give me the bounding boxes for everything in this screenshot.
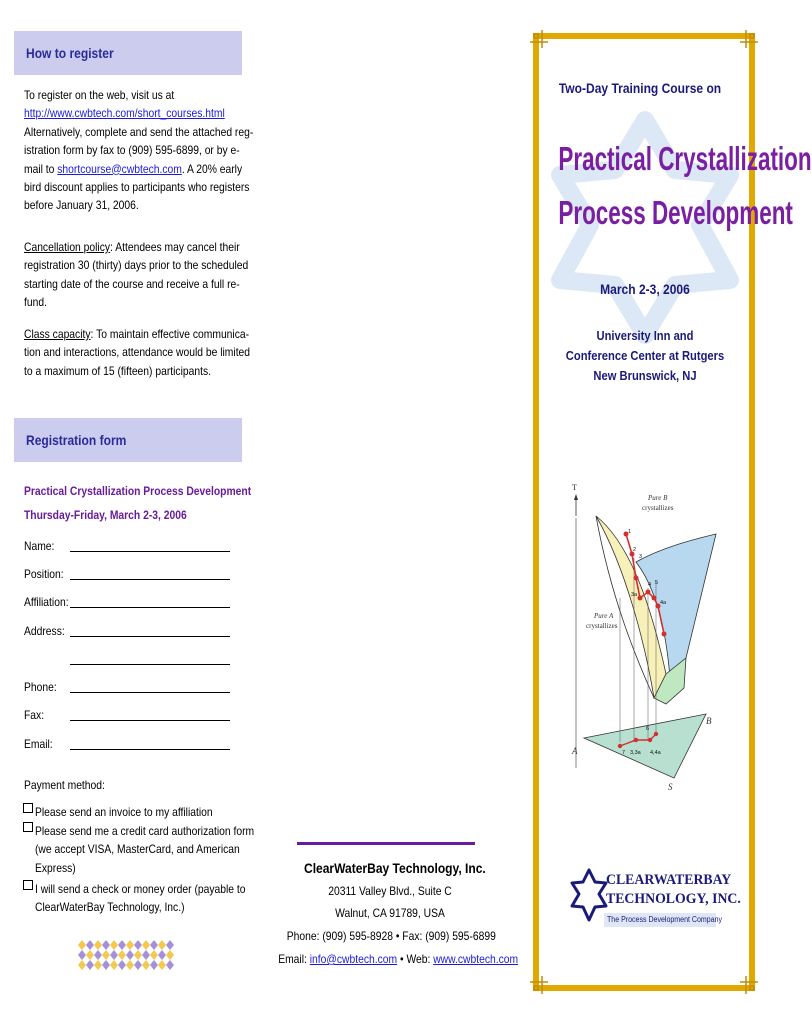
position-label: Position:	[24, 567, 64, 581]
pure-b-label-2: crystallizes	[642, 504, 674, 512]
ornament-diamond	[150, 950, 158, 960]
class-capacity: Class capacity: To maintain effective communica- tion and interactions, attendance would be limited to a maximum of 15 (fifteen) participants.	[24, 327, 251, 378]
cover-title-line-1: Practical Crystallization	[558, 140, 812, 177]
ornament-diamond	[94, 950, 102, 960]
payment-option-check: I will send a check or money order (payable to ClearWaterBay Technology, Inc.)	[35, 882, 246, 915]
point-5-label: 5	[655, 580, 659, 586]
shortcourse-email-link[interactable]: shortcourse@cwbtech.com	[57, 161, 182, 176]
cover-title-line-2: Process Development	[558, 194, 793, 231]
ornament-diamond	[166, 960, 174, 970]
point-7-label: 7	[622, 750, 626, 756]
ornament-diamond	[142, 940, 150, 950]
ornament-diamond	[86, 940, 94, 950]
cover-venue-2: Conference Center at Rutgers	[565, 348, 725, 363]
name-label: Name:	[24, 539, 55, 553]
ornament-diamond	[134, 950, 142, 960]
form-course-date: Thursday-Friday, March 2-3, 2006	[24, 508, 187, 522]
ornament-diamond	[94, 940, 102, 950]
cover-venue-1: University Inn and	[596, 328, 694, 343]
email-field[interactable]	[70, 749, 230, 750]
ornament-diamond	[86, 960, 94, 970]
phase-diagram	[566, 478, 720, 794]
cover-venue-3: New Brunswick, NJ	[593, 368, 697, 383]
registration-form-heading: Registration form	[26, 432, 127, 448]
ornament-diamond	[158, 940, 166, 950]
point-1-label: 1	[628, 529, 632, 535]
web-registration-link[interactable]: http://www.cwbtech.com/short_courses.html	[24, 106, 225, 121]
logo-wordmark-2: TECHNOLOGY, INC.	[606, 891, 741, 907]
ornament-diamond	[126, 950, 134, 960]
payment-heading: Payment method:	[24, 778, 105, 792]
point-3-3a-label: 3,3a	[630, 750, 641, 756]
payment-option-invoice: Please send an invoice to my affiliation	[35, 805, 213, 819]
ornament-diamond	[110, 960, 118, 970]
ornament-diamond	[142, 950, 150, 960]
corner-a-label: A	[572, 746, 578, 756]
ornament-diamond	[166, 950, 174, 960]
position-field[interactable]	[70, 579, 230, 580]
credit-card-checkbox[interactable]	[23, 822, 33, 832]
affiliation-field[interactable]	[70, 607, 230, 608]
payment-option-credit-card: Please send me a credit card authorization form (we accept VISA, MasterCard, and American Express)	[35, 824, 255, 875]
company-web-link[interactable]: www.cwbtech.com	[433, 952, 519, 966]
ornament-diamond	[134, 940, 142, 950]
point-4-4a-label: 4,4a	[650, 750, 661, 756]
company-divider	[297, 842, 475, 845]
cancellation-label: Cancellation policy	[24, 240, 111, 254]
ornament-diamond	[102, 950, 110, 960]
registration-form-band	[14, 418, 242, 462]
fax-label: Fax:	[24, 708, 45, 722]
company-contact: Email: info@cwbtech.com • Web: www.cwbtech.com	[278, 952, 519, 966]
ornament-diamond	[94, 960, 102, 970]
name-field[interactable]	[70, 551, 230, 552]
form-course-title: Practical Crystallization Process Development	[24, 484, 252, 498]
capacity-label: Class capacity	[24, 327, 91, 341]
point-3a-label: 3a	[631, 592, 638, 598]
phone-field[interactable]	[70, 692, 230, 693]
corner-b-label: B	[706, 716, 712, 726]
affiliation-label: Affiliation:	[24, 595, 69, 609]
pure-a-label-2: crystallizes	[586, 622, 618, 630]
ornament-diamond	[78, 950, 86, 960]
phone-label: Phone:	[24, 680, 57, 694]
logo-wordmark-1: CLEARWATERBAY	[606, 872, 732, 888]
ornament-diamond	[78, 940, 86, 950]
corner-s-label: S	[668, 782, 673, 792]
email-label: Email:	[24, 737, 53, 751]
ornament-diamond	[166, 940, 174, 950]
ornament-diamond	[86, 950, 94, 960]
ornament-diamond	[110, 950, 118, 960]
company-phone-fax: Phone: (909) 595-8928 • Fax: (909) 595-6899	[286, 929, 496, 943]
ornament-diamond	[150, 940, 158, 950]
ornament-diamond	[110, 940, 118, 950]
company-address-1: 20311 Valley Blvd., Suite C	[328, 884, 452, 898]
company-name: ClearWaterBay Technology, Inc.	[304, 860, 486, 876]
address-label: Address:	[24, 624, 65, 638]
how-text: To register on the web, visit us at http://www.cwbtech.com/short_courses.html Alternatively, complete and send the attached reg- istration form by fax to (909) 595-6899, or by e- mail to shortcourse@cwbtech.com. A 20% early bird discount applies to participants who registers before January 31, 2006.	[24, 88, 254, 213]
fax-field[interactable]	[70, 720, 230, 721]
point-2-label: 2	[633, 547, 637, 553]
ornament-diamond	[158, 960, 166, 970]
ornament-diamond	[158, 950, 166, 960]
point-4-label: 4	[648, 582, 652, 588]
t-axis-label: T	[572, 483, 577, 492]
ornament-diamond	[134, 960, 142, 970]
address-field-line-2[interactable]	[70, 664, 230, 665]
ornament-diamond	[142, 960, 150, 970]
company-email-link[interactable]: info@cwbtech.com	[309, 952, 398, 966]
ornament-diamond	[126, 940, 134, 950]
diamond-pattern-ornament	[78, 940, 174, 970]
how-to-register-band	[14, 31, 242, 75]
pure-a-label-1: Pure A	[594, 612, 614, 620]
ornament-diamond	[102, 960, 110, 970]
point-3-label: 3	[639, 554, 643, 560]
cover-date: March 2-3, 2006	[600, 281, 690, 297]
pure-b-label-1: Pure B	[648, 494, 668, 502]
logo-tagline: The Process Development Company	[607, 915, 723, 924]
check-checkbox[interactable]	[23, 880, 33, 890]
invoice-checkbox[interactable]	[23, 803, 33, 813]
cover-tagline: Two-Day Training Course on	[558, 80, 722, 96]
address-field[interactable]	[70, 636, 230, 637]
ornament-diamond	[118, 940, 126, 950]
ornament-diamond	[126, 960, 134, 970]
company-address-2: Walnut, CA 91789, USA	[335, 906, 445, 920]
point-4a-label: 4a	[660, 600, 667, 606]
ornament-diamond	[78, 960, 86, 970]
ornament-diamond	[102, 940, 110, 950]
ornament-diamond	[118, 960, 126, 970]
how-to-register-heading: How to register	[26, 45, 114, 61]
point-6-label: 6	[646, 726, 650, 732]
ornament-diamond	[150, 960, 158, 970]
cancellation-policy: Cancellation policy: Attendees may cancel their registration 30 (thirty) days prior to the scheduled starting date of the course and receive a full re- fund.	[24, 240, 249, 310]
ornament-diamond	[118, 950, 126, 960]
